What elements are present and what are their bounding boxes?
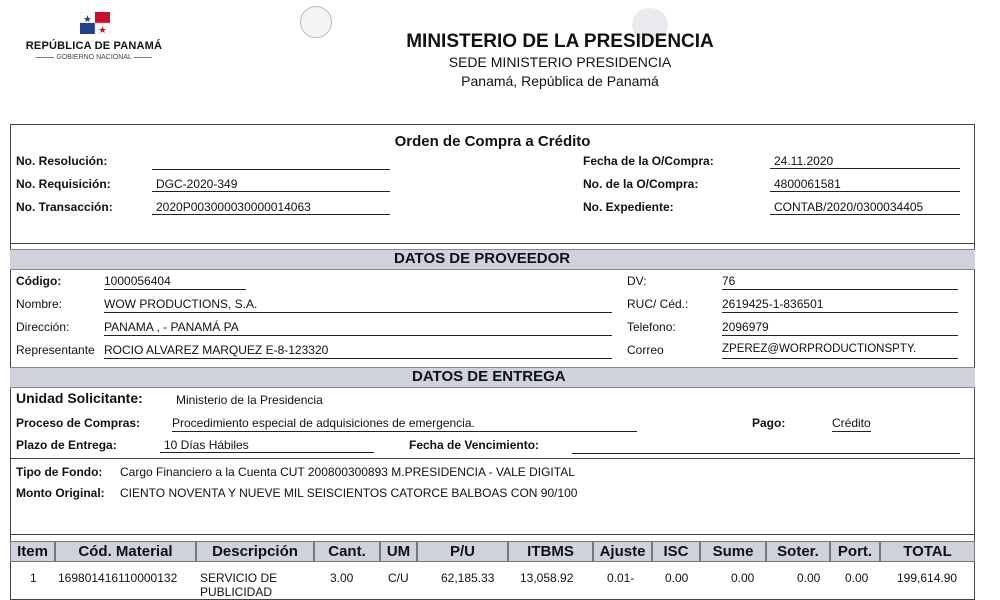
entrega-section-title: DATOS DE ENTREGA	[412, 368, 566, 385]
representante-value: ROCIO ALVAREZ MARQUEZ E-8-123320	[104, 343, 612, 359]
col-header-sume: Sume	[700, 541, 766, 562]
direccion-value: PANAMA , - PANAMÁ PA	[104, 320, 612, 336]
plazo-label: Plazo de Entrega:	[16, 438, 117, 452]
col-header-total: TOTAL	[880, 541, 975, 562]
fecha-value: 24.11.2020	[770, 154, 960, 169]
monto-label: Monto Original:	[16, 486, 105, 500]
requisicion-label: No. Requisición:	[16, 177, 111, 191]
ruc-value: 2619425-1-836501	[722, 297, 958, 313]
fondo-value: Cargo Financiero a la Cuenta CUT 200800300893 M.PRESIDENCIA - VALE DIGITAL	[120, 465, 575, 479]
representante-label: Representante	[16, 343, 95, 357]
col-header-codigo: Cód. Material	[55, 541, 196, 562]
numero-value: 4800061581	[770, 177, 960, 192]
col-header-soter: Soter.	[766, 541, 830, 562]
proveedor-section-header	[10, 249, 975, 270]
resolucion-label: No. Resolución:	[16, 154, 108, 168]
proceso-value: Procedimiento especial de adquisiciones de emergencia.	[172, 416, 637, 432]
transaccion-value: 2020P003000030000014063	[152, 200, 390, 215]
ruc-label: RUC/ Céd.:	[627, 297, 689, 311]
vencimiento-label: Fecha de Vencimiento:	[409, 438, 540, 452]
flag-icon	[80, 12, 110, 34]
col-header-item: Item	[10, 541, 55, 562]
numero-label: No. de la O/Compra:	[583, 177, 699, 191]
col-header-cant: Cant.	[314, 541, 380, 562]
section-divider	[10, 243, 975, 244]
unidad-value: Ministerio de la Presidencia	[176, 393, 323, 407]
location-subtitle: Panamá, República de Panamá	[461, 73, 659, 89]
codigo-label: Código:	[16, 274, 62, 288]
fecha-label: Fecha de la O/Compra:	[583, 154, 714, 168]
logo-gov-label: GOBIERNO NACIONAL	[56, 54, 132, 61]
panama-logo	[14, 8, 174, 70]
telefono-label: Telefono:	[627, 320, 676, 334]
cell-soter: 0.00	[797, 571, 821, 585]
col-header-pu: P/U	[417, 541, 508, 562]
nombre-label: Nombre:	[16, 297, 63, 311]
codigo-value: 1000056404	[104, 274, 246, 290]
correo-label: Correo	[627, 343, 664, 357]
vencimiento-value	[572, 438, 960, 454]
cell-cant: 3.00	[330, 571, 354, 585]
pago-value: Crédito	[832, 416, 871, 430]
cell-isc: 0.00	[665, 571, 689, 585]
cell-item: 1	[30, 571, 37, 585]
cell-codigo: 169801416110000132	[58, 571, 178, 585]
plazo-value: 10 Días Hábiles	[160, 438, 374, 453]
cell-sume: 0.00	[731, 571, 755, 585]
correo-value: ZPEREZ@WORPRODUCTIONSPTY.	[722, 343, 958, 359]
section-divider	[10, 458, 975, 459]
direccion-label: Dirección:	[16, 320, 70, 334]
order-title: Orden de Compra a Crédito	[394, 133, 591, 150]
col-header-ajuste: Ajuste	[593, 541, 652, 562]
unidad-label: Unidad Solicitante:	[16, 390, 143, 406]
monto-value: CIENTO NOVENTA Y NUEVE MIL SEISCIENTOS CATORCE BALBOAS CON 90/100	[120, 486, 578, 500]
col-header-port: Port.	[830, 541, 880, 562]
col-header-isc: ISC	[652, 541, 700, 562]
pago-label: Pago:	[752, 416, 786, 430]
punch-hole-mark	[300, 6, 332, 38]
ministry-title: MINISTERIO DE LA PRESIDENCIA	[406, 31, 714, 52]
logo-gov-text	[14, 54, 174, 61]
fondo-label: Tipo de Fondo:	[16, 465, 103, 479]
resolucion-value	[152, 154, 390, 170]
entrega-section-header	[10, 367, 975, 388]
expediente-value: CONTAB/2020/0300034405	[770, 200, 960, 215]
sede-subtitle: SEDE MINISTERIO PRESIDENCIA	[448, 54, 672, 70]
cell-port: 0.00	[845, 571, 869, 585]
cell-descripcion-line2: PUBLICIDAD	[200, 585, 273, 599]
dv-label: DV:	[627, 274, 647, 288]
cell-itbms: 13,058.92	[520, 571, 574, 585]
dv-value: 76	[722, 274, 958, 290]
col-header-descripcion: Descripción	[196, 541, 314, 562]
expediente-label: No. Expediente:	[583, 200, 674, 214]
order-form-frame	[10, 124, 975, 600]
cell-um: C/U	[388, 571, 409, 585]
cell-pu: 62,185.33	[441, 571, 495, 585]
nombre-value: WOW PRODUCTIONS, S.A.	[104, 297, 612, 313]
col-header-itbms: ITBMS	[508, 541, 593, 562]
logo-country-text: REPÚBLICA DE PANAMÁ	[25, 40, 163, 52]
telefono-value: 2096979	[722, 320, 958, 336]
cell-total: 199,614.90	[897, 571, 958, 585]
proceso-label: Proceso de Compras:	[16, 416, 141, 430]
col-header-um: UM	[380, 541, 417, 562]
cell-ajuste: 0.01-	[607, 571, 635, 585]
requisicion-value: DGC-2020-349	[152, 177, 390, 192]
transaccion-label: No. Transacción:	[16, 200, 113, 214]
cell-descripcion-line1: SERVICIO DE	[200, 571, 278, 585]
proveedor-section-title: DATOS DE PROVEEDOR	[394, 250, 571, 267]
section-divider	[10, 534, 975, 535]
